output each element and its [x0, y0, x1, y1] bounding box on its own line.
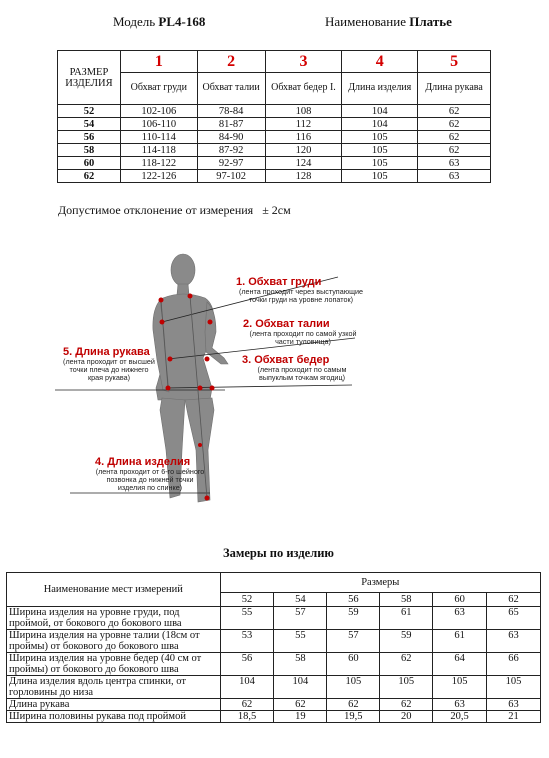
size-cell: 58	[58, 144, 121, 157]
measurement-value: 65	[487, 607, 541, 630]
col-label: Обхват бедер I.	[265, 73, 342, 105]
size-row	[58, 170, 491, 183]
label-sleeve: 5. Длина рукава (лента проходит от высшей точки плеча до нижнего края рукава)	[63, 346, 155, 382]
measurement-value: 105	[487, 676, 541, 699]
tolerance-text: Допустимое отклонение от измерения	[58, 203, 254, 217]
size-header: РАЗМЕР ИЗДЕЛИЯ	[65, 66, 113, 89]
measurement-value: 64	[433, 653, 487, 676]
measurement-value: 62	[327, 699, 380, 711]
value-cell: 110-114	[120, 131, 197, 144]
measurement-value: 62	[380, 653, 433, 676]
size-header-cell	[58, 51, 121, 105]
value-cell: 108	[265, 105, 342, 118]
value-cell: 63	[418, 170, 491, 183]
name-value: Платье	[409, 14, 452, 29]
value-cell: 106-110	[120, 118, 197, 131]
size-cell: 62	[58, 170, 121, 183]
value-cell: 62	[418, 105, 491, 118]
model-label: Модель	[113, 14, 156, 29]
size-row	[58, 157, 491, 170]
measurement-value: 21	[487, 711, 541, 723]
value-cell: 128	[265, 170, 342, 183]
measurement-value: 104	[220, 676, 274, 699]
measurement-row	[7, 653, 541, 676]
label-waist: 2. Обхват талии (лента проходит по самой узкой части туловища)	[243, 318, 357, 346]
name-label: Наименование	[325, 14, 406, 29]
measurement-value: 66	[487, 653, 541, 676]
size-row	[58, 144, 491, 157]
measurement-value: 58	[274, 653, 327, 676]
model-value: PL4-168	[158, 14, 206, 29]
size-cell: 54	[58, 118, 121, 131]
measurements-title: Замеры по изделию	[223, 546, 334, 560]
value-cell: 62	[418, 118, 491, 131]
value-cell: 105	[342, 170, 418, 183]
measurement-value: 19	[274, 711, 327, 723]
col-num: 1	[120, 51, 197, 73]
value-cell: 116	[265, 131, 342, 144]
measurement-value: 55	[220, 607, 274, 630]
place-header: Наименование мест измерений	[7, 573, 221, 607]
measurement-value: 53	[220, 630, 274, 653]
measurement-value: 20	[380, 711, 433, 723]
measurement-value: 105	[327, 676, 380, 699]
measurement-name: Ширина половины рукава под проймой	[7, 711, 221, 723]
value-cell: 62	[418, 144, 491, 157]
measurement-name: Ширина изделия на уровне бедер (40 см от проймы) от бокового до бокового шва	[7, 653, 221, 676]
measurement-value: 105	[380, 676, 433, 699]
tolerance-line	[58, 203, 291, 218]
col-num: 4	[342, 51, 418, 73]
measurement-row	[7, 630, 541, 653]
size-cell: 52	[58, 105, 121, 118]
value-cell: 118-122	[120, 157, 197, 170]
value-cell: 112	[265, 118, 342, 131]
measurement-name: Длина рукава	[7, 699, 221, 711]
value-cell: 122-126	[120, 170, 197, 183]
value-cell: 102-106	[120, 105, 197, 118]
measurement-value: 57	[327, 630, 380, 653]
value-cell: 81-87	[197, 118, 265, 131]
value-cell: 92-97	[197, 157, 265, 170]
value-cell: 105	[342, 144, 418, 157]
size-col-header: 60	[433, 593, 487, 607]
measurement-row	[7, 711, 541, 723]
measurement-value: 56	[220, 653, 274, 676]
measurement-value: 62	[274, 699, 327, 711]
value-cell: 104	[342, 105, 418, 118]
col-label: Обхват груди	[120, 73, 197, 105]
size-col-header: 54	[274, 593, 327, 607]
sizes-header: Размеры	[220, 573, 540, 593]
measurement-value: 63	[487, 630, 541, 653]
measurement-value: 20,5	[433, 711, 487, 723]
value-cell: 87-92	[197, 144, 265, 157]
size-cell: 60	[58, 157, 121, 170]
measurement-value: 62	[220, 699, 274, 711]
size-row	[58, 118, 491, 131]
measurement-name: Длина изделия вдоль центра спинки, от горловины до низа	[7, 676, 221, 699]
measurements-table	[6, 572, 541, 723]
size-col-header: 58	[380, 593, 433, 607]
value-cell: 120	[265, 144, 342, 157]
measurement-value: 60	[327, 653, 380, 676]
measurement-value: 104	[274, 676, 327, 699]
tolerance-value: ± 2см	[262, 203, 291, 217]
measurement-name: Ширина изделия на уровне груди, под проймой, от бокового до бокового шва	[7, 607, 221, 630]
measurement-row	[7, 699, 541, 711]
label-hips: 3. Обхват бедер (лента проходит по самым выпуклым точкам ягодиц)	[242, 354, 347, 382]
col-num: 2	[197, 51, 265, 73]
value-cell: 104	[342, 118, 418, 131]
value-cell: 124	[265, 157, 342, 170]
label-length: 4. Длина изделия (лента проходит от 6-го шейного позвонка до нижней точки изделия по спинке)	[95, 456, 205, 492]
size-table	[57, 50, 491, 183]
measurement-value: 18,5	[220, 711, 274, 723]
col-num: 3	[265, 51, 342, 73]
col-label: Длина рукава	[418, 73, 491, 105]
measurement-row	[7, 676, 541, 699]
name-line	[325, 14, 452, 30]
value-cell: 114-118	[120, 144, 197, 157]
value-cell: 105	[342, 131, 418, 144]
measurement-value: 63	[433, 607, 487, 630]
model-line	[113, 14, 205, 30]
measurement-name: Ширина изделия на уровне талии (18см от проймы) от бокового до бокового шва	[7, 630, 221, 653]
measurement-value: 63	[433, 699, 487, 711]
size-col-header: 62	[487, 593, 541, 607]
measurement-row	[7, 607, 541, 630]
measurement-value: 57	[274, 607, 327, 630]
size-cell: 56	[58, 131, 121, 144]
value-cell: 97-102	[197, 170, 265, 183]
measurement-value: 55	[274, 630, 327, 653]
measurement-value: 61	[380, 607, 433, 630]
measurement-value: 62	[380, 699, 433, 711]
size-row	[58, 131, 491, 144]
value-cell: 105	[342, 157, 418, 170]
col-label: Длина изделия	[342, 73, 418, 105]
measurement-value: 59	[327, 607, 380, 630]
size-col-header: 52	[220, 593, 274, 607]
size-row	[58, 105, 491, 118]
value-cell: 62	[418, 131, 491, 144]
value-cell: 78-84	[197, 105, 265, 118]
col-num: 5	[418, 51, 491, 73]
value-cell: 84-90	[197, 131, 265, 144]
measurement-value: 63	[487, 699, 541, 711]
col-label: Обхват талии	[197, 73, 265, 105]
measurement-value: 19,5	[327, 711, 380, 723]
label-chest: 1. Обхват груди (лента проходит через выступающие точки груди на уровне лопаток)	[236, 276, 364, 304]
measurement-value: 61	[433, 630, 487, 653]
measurement-value: 59	[380, 630, 433, 653]
measurement-value: 105	[433, 676, 487, 699]
value-cell: 63	[418, 157, 491, 170]
size-col-header: 56	[327, 593, 380, 607]
